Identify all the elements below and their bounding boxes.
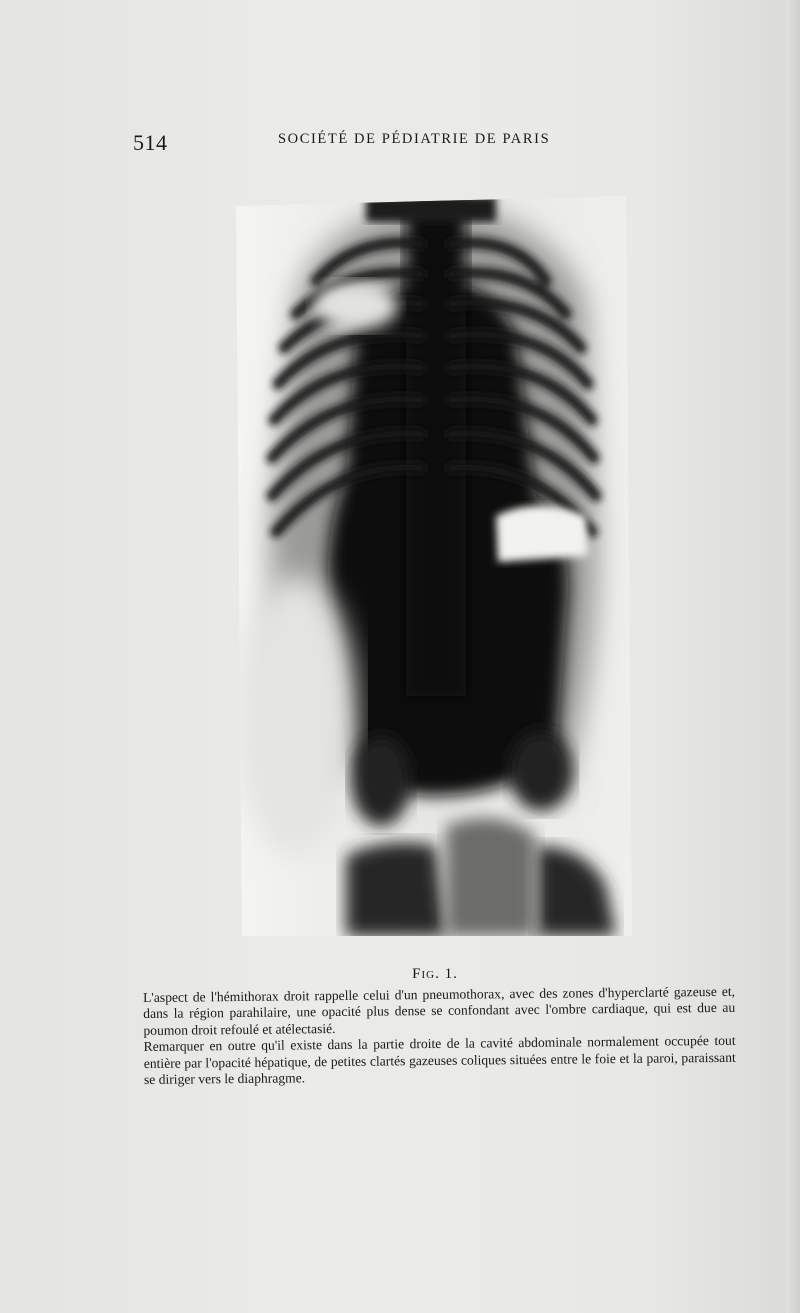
figure-label-text: Fig. 1. — [412, 966, 458, 982]
chest-x-ray-icon — [236, 196, 632, 936]
figure-caption — [143, 984, 736, 1089]
caption-paragraph-2: Remarquer en outre qu'il existe dans la partie droite de la cavité abdominale normalement occupée tout entière par l'opacité hépatique, de petites clartés gazeuses coliques situées entre le foie et la paroi, paraissant se diriger vers le diaphragme. — [143, 1033, 736, 1088]
page-edge — [786, 0, 800, 1313]
caption-paragraph-1: L'aspect de l'hémithorax droit rappelle celui d'un pneumothorax, avec des zones d'hyperclarté gazeuse et, dans la région parahilaire, une opacité plus dense se confondant avec l'ombre cardiaque, qui est due au poumon droit refoulé et atélectasié. — [143, 983, 736, 1038]
x-ray-figure — [236, 196, 632, 936]
figure-label — [0, 966, 800, 983]
page-number: 514 — [133, 130, 168, 155]
running-title: SOCIÉTÉ DE PÉDIATRIE DE PARIS — [278, 131, 551, 147]
